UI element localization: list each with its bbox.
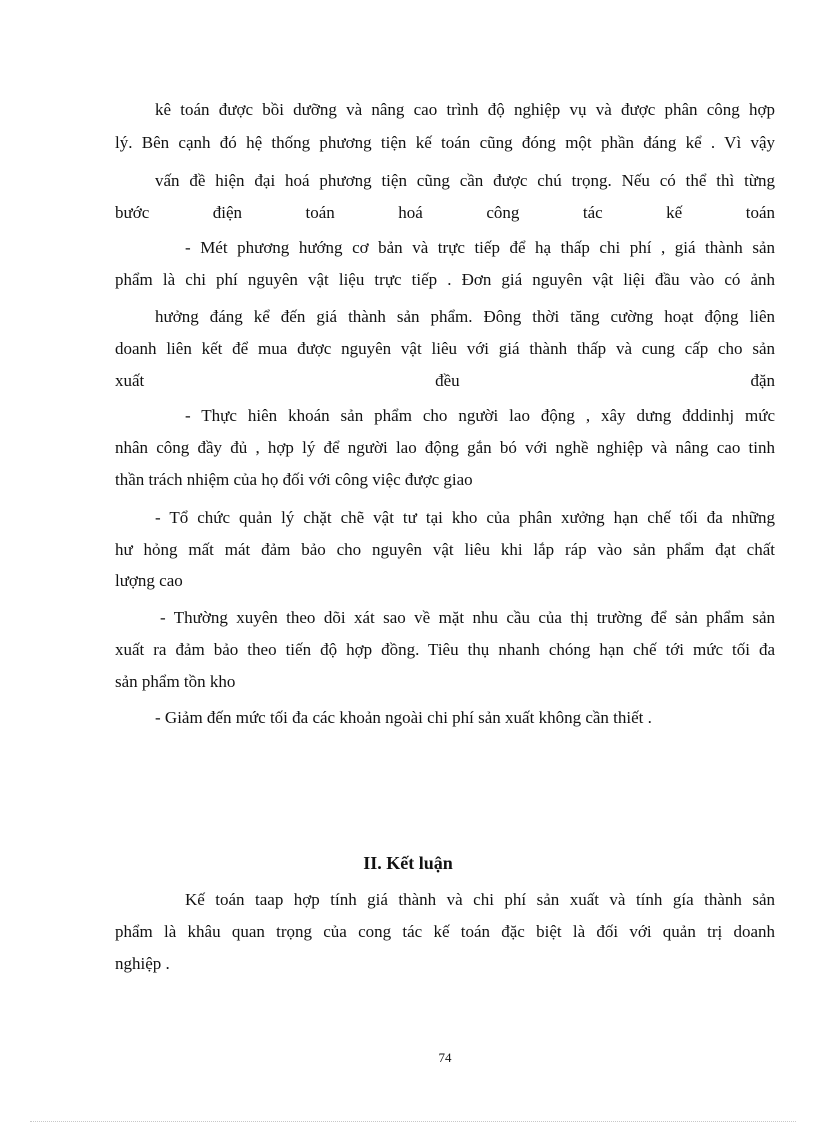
conclusion-line: nghiệp . (115, 954, 170, 973)
page-bottom-divider (30, 1121, 796, 1122)
body-line: nhân công đầy đủ , hợp lý để người lao động gắn bó với nghề nghiệp và nâng cao tinh (115, 438, 775, 457)
body-line: hư hỏng mất mát đảm bảo cho nguyên vật liêu khi lắp ráp vào sản phẩm đạt chất (115, 540, 775, 559)
body-line: lượng cao (115, 571, 183, 590)
body-line: doanh liên kết để mua được nguyên vật liêu với giá thành thấp và cung cấp cho sản (115, 339, 775, 358)
conclusion-line: phẩm là khâu quan trọng của cong tác kế toán đặc biệt là đối với quản trị doanh (115, 922, 775, 941)
body-line: vấn đề hiện đại hoá phương tiện cũng cần được chú trọng. Nếu có thể thì từng (155, 171, 775, 190)
body-line: lý. Bên cạnh đó hệ thống phương tiện kế toán cũng đóng một phần đáng kể . Vì vậy (115, 133, 775, 152)
body-line: - Thực hiên khoán sản phẩm cho người lao động , xây dưng đddinhj mức (185, 406, 775, 425)
body-line: - Tổ chức quản lý chặt chẽ vật tư tại kho của phân xưởng hạn chế tối đa những (155, 508, 775, 527)
body-line: hưởng đáng kể đến giá thành sản phẩm. Đông thời tăng cường hoạt động liên (155, 307, 775, 326)
body-line: sản phẩm tồn kho (115, 672, 236, 691)
body-line: - Giảm đến mức tối đa các khoản ngoài chi phí sản xuất không cần thiết . (155, 708, 652, 727)
body-line: phẩm là chi phí nguyên vật liệu trực tiếp . Đơn giá nguyên vật liệi đầu vào có ảnh (115, 270, 775, 289)
body-line: thần trách nhiệm của họ đối với công việc được giao (115, 470, 473, 489)
body-line: bước điện toán hoá công tác kế toán (115, 203, 775, 222)
body-line: - Thường xuyên theo dõi xát sao về mặt nhu cầu của thị trường để sản phẩm sản (160, 608, 775, 627)
section-heading: II. Kết luận (363, 853, 453, 873)
page-number: 74 (438, 1050, 452, 1065)
body-line: xuất ra đảm bảo theo tiến độ hợp đồng. Tiêu thụ nhanh chóng hạn chế tới mức tối đa (115, 640, 775, 659)
body-line: kê toán được bồi dưỡng và nâng cao trình độ nghiệp vụ và được phân công hợp (155, 100, 775, 119)
body-line: - Mét phương hướng cơ bản và trực tiếp để hạ thấp chi phí , giá thành sản (185, 238, 775, 257)
body-line: xuất đều đặn (115, 371, 775, 390)
conclusion-line: Kế toán taap hợp tính giá thành và chi phí sản xuất và tính gía thành sản (185, 890, 775, 909)
